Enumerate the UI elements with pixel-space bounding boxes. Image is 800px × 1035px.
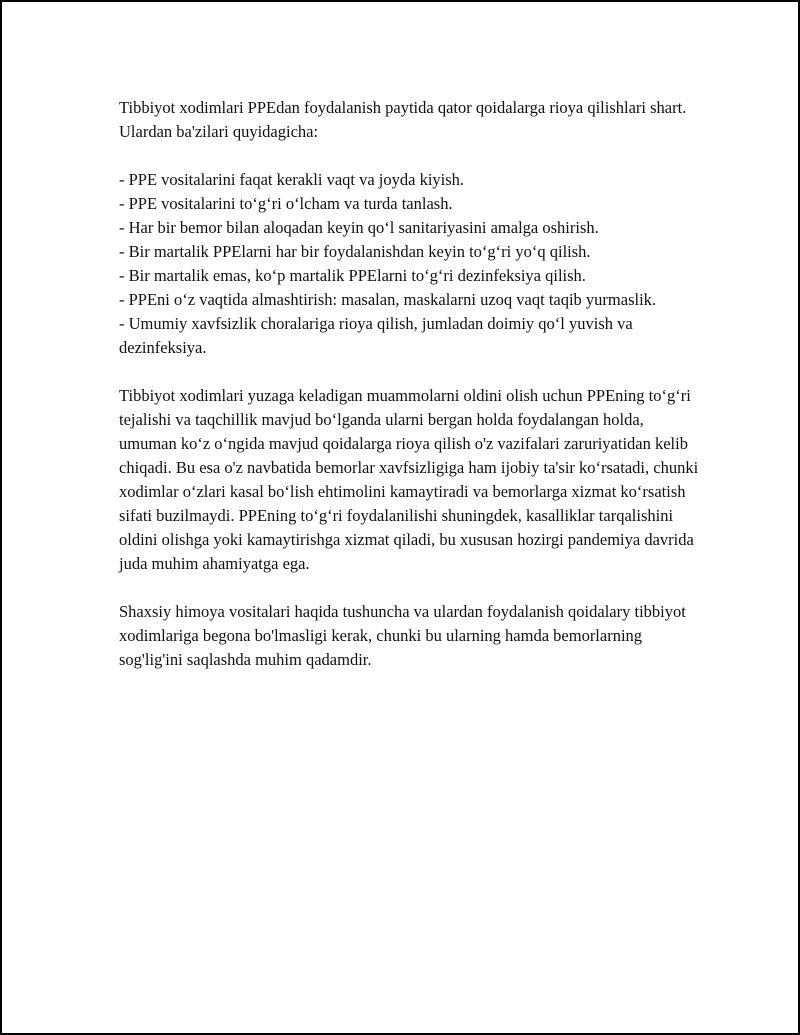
document-body — [119, 96, 699, 696]
rules-list — [119, 168, 699, 360]
rule-item: - PPEni o‘z vaqtida almashtirish: masalan, maskalarni uzoq vaqt taqib yurmaslik. — [119, 290, 657, 309]
intro-paragraph: Tibbiyot xodimlari PPEdan foydalanish paytida qator qoidalarga rioya qilishlari shart. Ulardan ba'zilari quyidagicha: — [119, 98, 687, 141]
closing-paragraph: Shaxsiy himoya vositalari haqida tushuncha va ulardan foydalanish qoidalary tibbiyot xodimlariga begona bo'lmasligi kerak, chunki bu ularning hamda bemorlarning sog'lig'ini saqlashda muhim qadamdir. — [119, 602, 686, 669]
rule-item: - Bir martalik emas, ko‘p martalik PPElarni to‘g‘ri dezinfeksiya qilish. — [119, 266, 586, 285]
rule-item: - PPE vositalarini faqat kerakli vaqt va joyda kiyish. — [119, 170, 465, 189]
body-paragraph: Tibbiyot xodimlari yuzaga keladigan muammolarni oldini olish uchun PPEning to‘g‘ri tejalishi va taqchillik mavjud bo‘lganda ularni bergan holda foydalangan holda, umuman ko‘z o‘ngida mavjud qoidalarga rioya qilish o'z vazifalari zaruriyatidan kelib chiqadi. Bu esa o'z navbatida bemorlar xavfsizligiga ham ijobiy ta'sir ko‘rsatadi, chunki xodimlar o‘zlari kasal bo‘lish ehtimolini kamaytiradi va bemorlarga xizmat ko‘rsatish sifati buzilmaydi. PPEning to‘g‘ri foydalanilishi shuningdek, kasalliklar tarqalishini oldini olishga yoki kamaytirishga xizmat qiladi, bu xususan hozirgi pandemiya davrida juda muhim ahamiyatga ega. — [119, 386, 699, 573]
rule-item: - PPE vositalarini to‘g‘ri o‘lcham va turda tanlash. — [119, 194, 453, 213]
rule-item: - Har bir bemor bilan aloqadan keyin qo‘l sanitariyasini amalga oshirish. — [119, 218, 599, 237]
rule-item: - Bir martalik PPElarni har bir foydalanishdan keyin to‘g‘ri yo‘q qilish. — [119, 242, 591, 261]
rule-item: - Umumiy xavfsizlik choralariga rioya qilish, jumladan doimiy qo‘l yuvish va dezinfeksiya. — [119, 314, 633, 357]
